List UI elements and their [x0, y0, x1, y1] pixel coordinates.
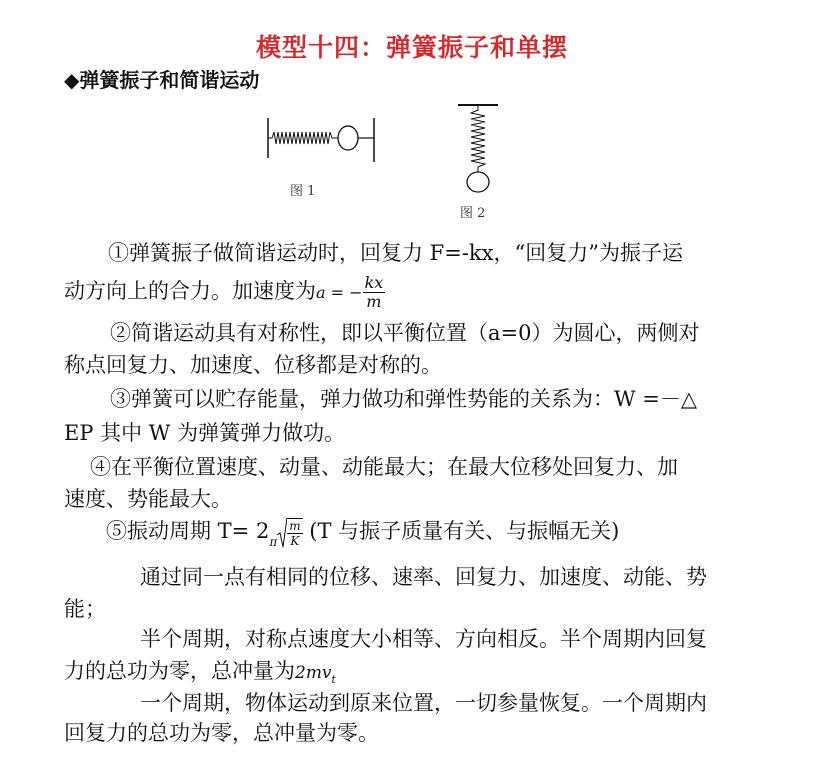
impulse-formula: 2mv — [295, 663, 332, 683]
square-root-sign-icon — [277, 517, 287, 549]
section-heading-text: 弹簧振子和简谐运动 — [79, 68, 260, 92]
period-formula-pi: π — [269, 535, 278, 549]
page-title: 模型十四：弹簧振子和单摆 — [255, 33, 568, 62]
period-formula-prefix: ⑤振动周期 T= 2 — [106, 519, 270, 543]
figure-1-caption: 图 1 — [290, 184, 316, 199]
paragraph-7-line-2-text: 力的总功为零，总冲量为 — [64, 659, 295, 683]
acceleration-numerator: kx — [364, 273, 384, 292]
paragraph-2-line-1: ②简谐运动具有对称性，即以平衡位置（a=0）为圆心，两侧对 — [110, 321, 700, 345]
paragraph-1-line-2 — [64, 274, 385, 311]
paragraph-3-line-2: EP 其中 W 为弹簧弹力做功。 — [64, 421, 346, 445]
paragraph-1-line-2-text: 动方向上的合力。加速度为 — [64, 279, 316, 303]
period-formula-suffix: (T 与振子质量有关、与振幅无关) — [302, 519, 620, 543]
period-sqrt-fraction — [287, 518, 302, 548]
paragraph-1-line-1: ①弹簧振子做简谐运动时，回复力 F=-kx，“回复力”为振子运 — [108, 241, 683, 265]
impulse-formula-subscript: t — [331, 673, 336, 687]
paragraph-8-line-1: 一个周期，物体运动到原来位置，一切参量恢复。一个周期内 — [140, 691, 707, 715]
diamond-bullet-icon: ◆ — [64, 68, 80, 92]
section-heading — [64, 64, 259, 93]
paragraph-3-line-1: ③弹簧可以贮存能量，弹力做功和弹性势能的关系为：W =－△ — [110, 387, 698, 411]
paragraph-5 — [106, 516, 619, 557]
figure-2-vertical-spring — [456, 102, 500, 196]
paragraph-8-line-2: 回复力的总功为零，总冲量为零。 — [64, 721, 379, 745]
figure-2-caption: 图 2 — [460, 206, 486, 221]
period-sqrt-denominator: K — [290, 533, 300, 548]
acceleration-formula-lhs: a = − — [316, 283, 363, 302]
paragraph-6-line-2: 能； — [64, 597, 106, 621]
figure-1-horizontal-spring — [262, 112, 386, 168]
acceleration-fraction — [363, 274, 386, 311]
paragraph-4-line-2: 速度、势能最大。 — [64, 487, 232, 511]
period-sqrt-numerator: m — [289, 518, 301, 533]
period-formula-sqrt — [277, 517, 302, 549]
paragraph-6-line-1: 通过同一点有相同的位移、速率、回复力、加速度、动能、势 — [140, 565, 707, 589]
paragraph-4-line-1: ④在平衡位置速度、动量、动能最大；在最大位移处回复力、加 — [90, 455, 678, 479]
paragraph-7-line-1: 半个周期，对称点速度大小相等、方向相反。半个周期内回复 — [140, 627, 707, 651]
acceleration-denominator: m — [366, 292, 382, 311]
paragraph-2-line-2: 称点回复力、加速度、位移都是对称的。 — [64, 353, 442, 377]
